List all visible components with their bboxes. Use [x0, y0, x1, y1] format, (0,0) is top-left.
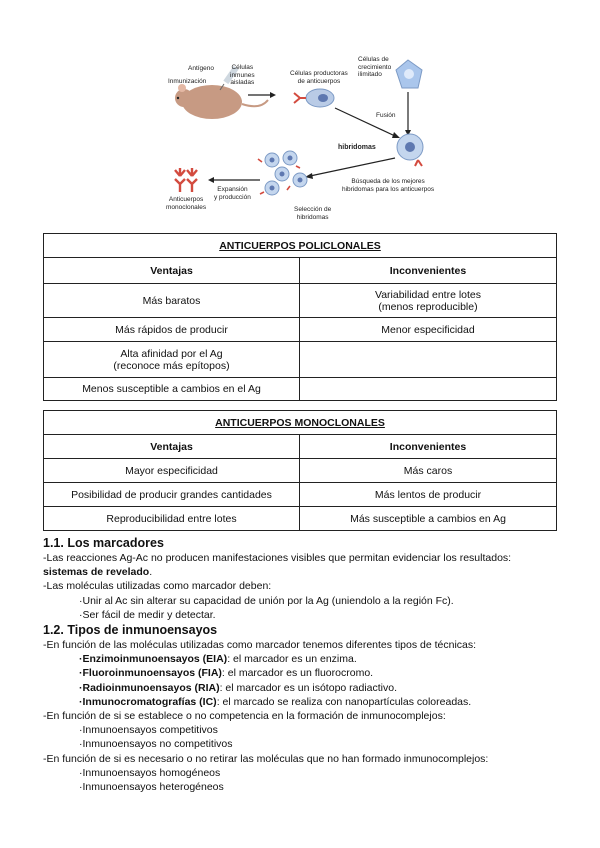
bold-text: sistemas de revelado	[43, 566, 150, 579]
table-cell: Más lentos de producir	[300, 483, 557, 507]
table-cell	[300, 342, 557, 378]
label-anticuerpos-monoclonales: Anticuerpos monoclonales	[166, 196, 207, 211]
paragraph: -En función de si es necesario o no retirar las moléculas que no han formado inmunocomplejos:	[43, 752, 489, 765]
table-cell: Más susceptible a cambios en Ag	[300, 507, 557, 531]
bullet-item: ·Inmunoensayos homogéneos	[79, 766, 221, 779]
text: : el marcado se realiza con nanopartículas coloreadas.	[216, 695, 472, 708]
label-hibridomas: hibridomas	[338, 144, 376, 151]
bold-text: ·Inmunocromatografías (IC)	[79, 695, 217, 708]
bullet-item: ·Inmunoensayos heterogéneos	[79, 781, 224, 794]
label-busqueda: Búsqueda de los mejores hibridomas para los anticuerpos	[342, 178, 435, 193]
table-cell: Mayor especificidad	[44, 459, 300, 483]
paragraph: -Las moléculas utilizadas como marcador deben:	[43, 580, 272, 593]
label-expansion: Expansión y producción	[214, 186, 251, 201]
label-celulas-crecimiento: Células de crecimiento ilimitado	[358, 56, 392, 78]
table-cell: Reproducibilidad entre lotes	[44, 507, 300, 531]
table-cell: Más caros	[300, 459, 557, 483]
mouse-icon	[175, 84, 268, 119]
bullet-item: ·Inmunoensayos competitivos	[79, 724, 218, 737]
text: : el marcador es un isótopo radiactivo.	[219, 681, 398, 694]
label-antigeno: Antígeno	[188, 65, 215, 72]
paragraph	[43, 565, 563, 579]
section-heading-tipos: 1.2. Tipos de inmunoensayos	[43, 623, 218, 638]
bold-text: ·Enzimoinmunoensayos (EIA)	[79, 653, 228, 666]
text: .	[149, 566, 153, 579]
paragraph: -Las reacciones Ag-Ac no producen manifestaciones visibles que permitan evidenciar los resultados:	[43, 552, 512, 564]
table-cell: Menos susceptible a cambios en el Ag	[44, 378, 300, 401]
hybridoma-cell-icon	[397, 134, 423, 166]
bullet-item	[43, 652, 563, 666]
text: : el marcador es un fluorocromo.	[221, 667, 374, 680]
antibody-producing-cell-icon	[294, 89, 334, 107]
bullet-item	[43, 681, 563, 695]
table-cell: Variabilidad entre lotes (menos reproducible)	[300, 284, 557, 318]
table-cell: Más rápidos de producir	[44, 318, 300, 342]
policlonales-title: ANTICUERPOS POLICLONALES	[44, 234, 557, 258]
paragraph: -En función de si se establece o no competencia en la formación de inmunocomplejos:	[43, 710, 446, 723]
text: : el marcador es un enzima.	[227, 653, 357, 666]
bold-text: ·Fluoroinmunoensayos (FIA)	[79, 667, 222, 680]
bullet-item	[43, 695, 563, 709]
hybridoma-diagram	[150, 40, 450, 220]
table-cell: Menor especificidad	[300, 318, 557, 342]
table-cell: Alta afinidad por el Ag (reconoce más epítopos)	[44, 342, 300, 378]
monoclonal-antibody-icon	[175, 168, 197, 192]
table-cell: Posibilidad de producir grandes cantidades	[44, 483, 300, 507]
label-celulas-productoras: Células productoras de anticuerpos	[290, 70, 348, 85]
monoclonales-table	[43, 410, 557, 531]
bullet-item: ·Inmunoensayos no competitivos	[79, 738, 233, 751]
table-cell	[300, 378, 557, 401]
bold-text: ·Radioinmunoensayos (RIA)	[79, 681, 220, 694]
myeloma-cell-icon	[396, 60, 422, 88]
bullet-item: ·Unir al Ac sin alterar su capacidad de unión por la Ag (uniendolo a la región Fc).	[79, 594, 454, 607]
monoclonales-title: ANTICUERPOS MONOCLONALES	[44, 411, 557, 435]
label-fusion: Fusión	[376, 112, 396, 119]
section-heading-marcadores: 1.1. Los marcadores	[43, 536, 164, 550]
bullet-item	[43, 666, 563, 680]
label-seleccion: Selección de hibridomas	[294, 206, 332, 221]
header-inconvenientes: Inconvenientes	[300, 435, 557, 459]
header-inconvenientes: Inconvenientes	[300, 258, 557, 284]
table-cell: Más baratos	[44, 284, 300, 318]
paragraph: -En función de las moléculas utilizadas como marcador tenemos diferentes tipos de técnicas:	[43, 639, 477, 652]
label-celulas-inmunes: Células inmunes aisladas	[230, 64, 255, 86]
header-ventajas: Ventajas	[44, 258, 300, 284]
bullet-item: ·Ser fácil de medir y detectar.	[79, 608, 216, 621]
label-inmunizacion: Inmunización	[168, 78, 207, 85]
hybridoma-selection-icon	[258, 151, 307, 195]
document-body	[43, 535, 563, 794]
policlonales-table	[43, 233, 557, 401]
header-ventajas: Ventajas	[44, 435, 300, 459]
